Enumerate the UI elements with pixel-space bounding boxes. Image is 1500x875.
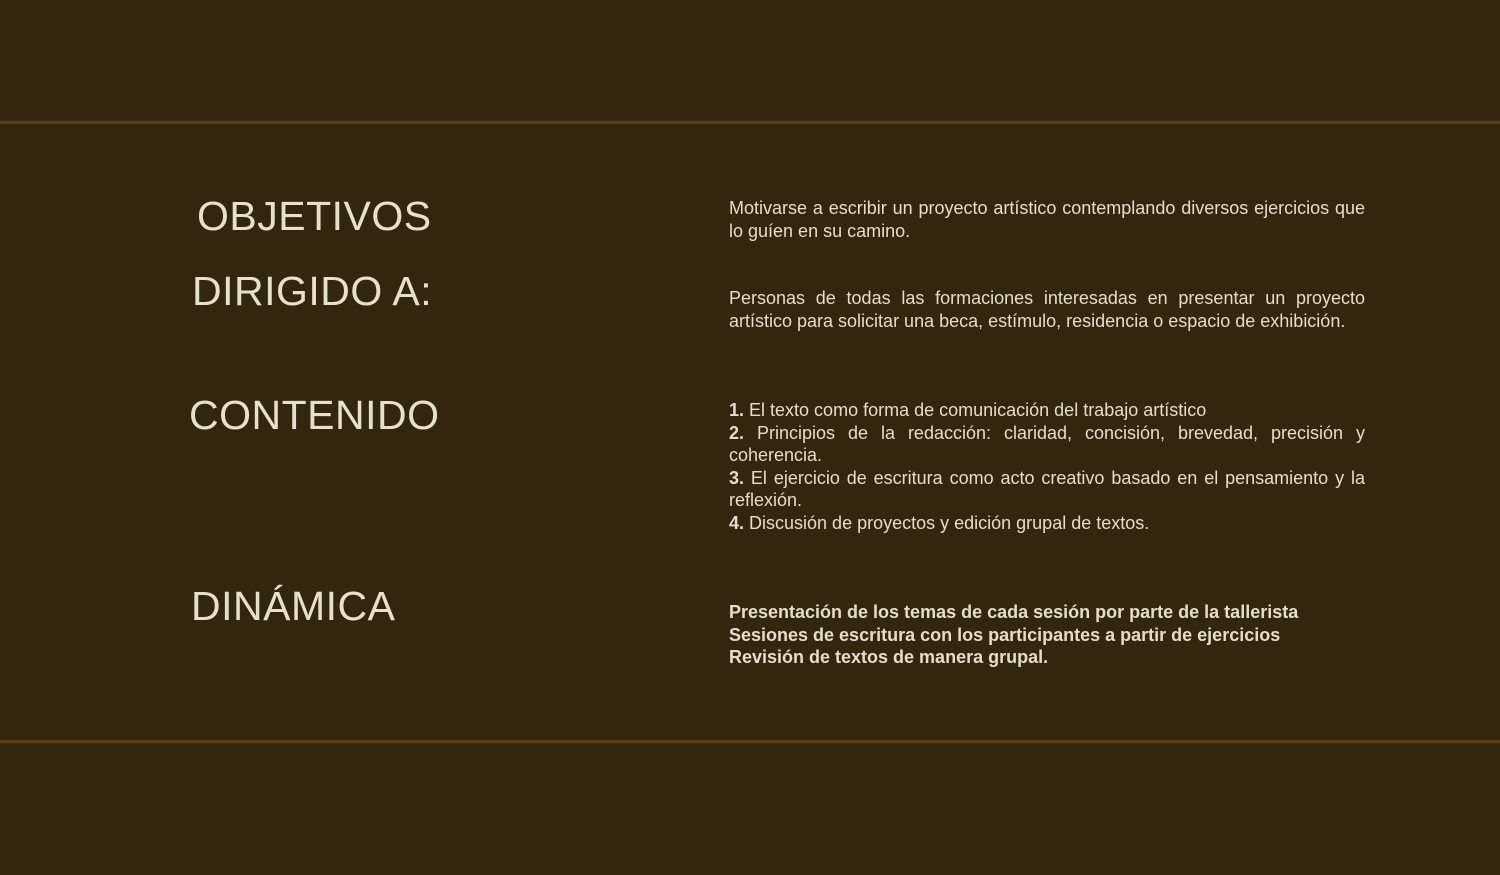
- dinamica-line: Revisión de textos de manera grupal.: [729, 647, 1049, 667]
- item-text: Principios de la redacción: claridad, concisión, brevedad, precisión y coherencia.: [729, 422, 1365, 465]
- item-number: 1.: [729, 400, 745, 420]
- objetivos-heading: OBJETIVOS: [197, 193, 432, 239]
- item-text: El texto como forma de comunicación del trabajo artístico: [749, 400, 1207, 420]
- contenido-item: [729, 467, 1365, 512]
- dinamica-heading: DINÁMICA: [191, 583, 396, 629]
- item-number: 2.: [729, 422, 745, 443]
- contenido-item: [729, 422, 1365, 467]
- dirigido-text: Personas de todas las formaciones interesadas en presentar un proyecto artístico para solicitar una beca, estímulo, residencia o espacio de exhibición.: [729, 288, 1365, 331]
- contenido-item: [729, 399, 1365, 422]
- contenido-list: [729, 399, 1365, 534]
- objetivos-text: Motivarse a escribir un proyecto artístico contemplando diversos ejercicios que lo guíen en su camino.: [729, 198, 1365, 241]
- dinamica-list: [729, 601, 1365, 669]
- contenido-heading: CONTENIDO: [189, 392, 440, 438]
- bottom-divider: [0, 740, 1500, 743]
- item-number: 3.: [729, 467, 745, 488]
- item-text: Discusión de proyectos y edición grupal de textos.: [749, 512, 1150, 533]
- item-number: 4.: [729, 512, 745, 533]
- dirigido-heading: DIRIGIDO A:: [192, 268, 433, 314]
- item-text: El ejercicio de escritura como acto creativo basado en el pensamiento y la reflexión.: [729, 467, 1365, 510]
- contenido-item: [729, 512, 1365, 535]
- dinamica-line: Presentación de los temas de cada sesión por parte de la tallerista: [729, 602, 1299, 622]
- dinamica-line: Sesiones de escritura con los participantes a partir de ejercicios: [729, 624, 1281, 645]
- top-divider: [0, 121, 1500, 124]
